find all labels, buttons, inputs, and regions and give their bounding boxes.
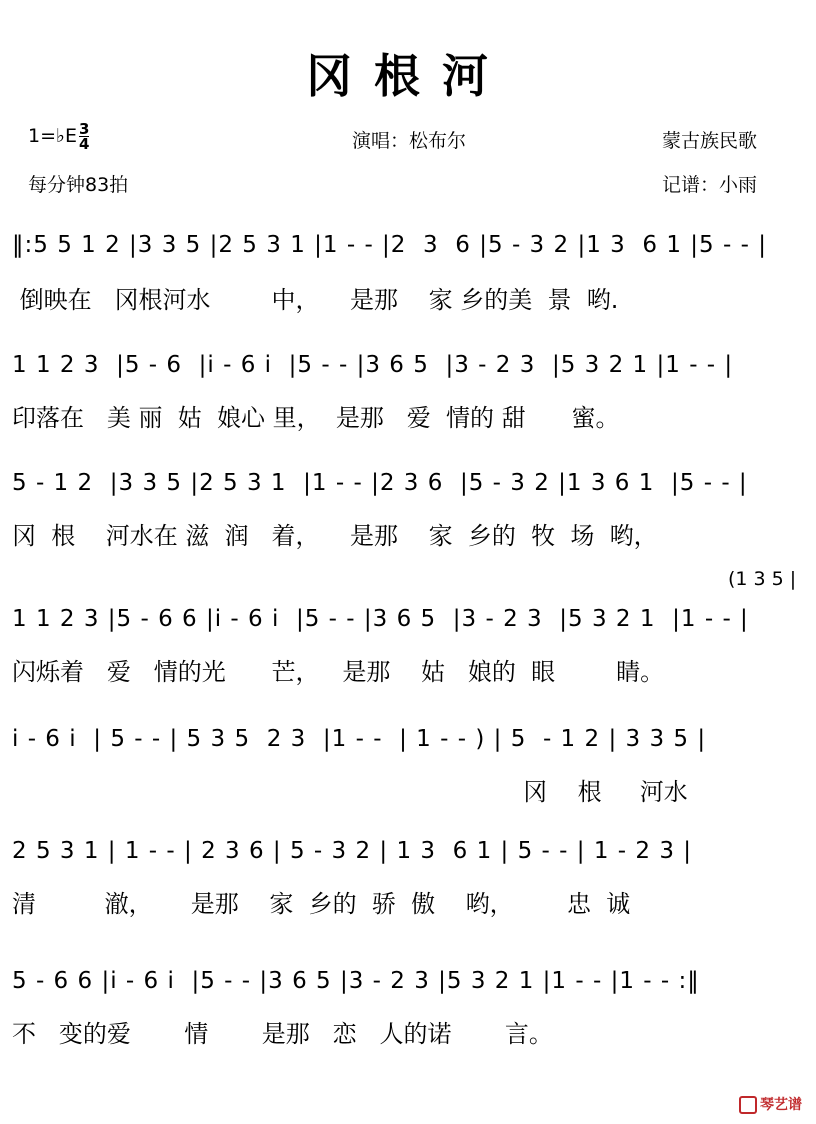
watermark-text: 琴艺谱	[760, 1097, 802, 1113]
tempo: 每分钟83拍	[28, 174, 129, 196]
key-note: ♭E	[56, 125, 77, 147]
key-prefix: 1=	[28, 125, 57, 147]
time-sig-top: 3	[78, 120, 90, 138]
notation-line-4: 1 1 2 3 |5 - 6 6 |i - 6 i |5 - - |3 6 5 |3 - 2 3 |5 3 2 1 |1 - - |	[12, 606, 749, 632]
lyric-line-5: 冈 根 河水	[12, 778, 688, 806]
transcriber: 记谱：小雨	[662, 174, 758, 196]
key-signature	[28, 122, 89, 151]
genre: 蒙古族民歌	[662, 130, 758, 152]
notation-line-5: i - 6 i | 5 - - | 5 3 5 2 3 |1 - - | 1 - - ) | 5 - 1 2 | 3 3 5 |	[12, 726, 707, 752]
lyric-line-6: 清 澈， 是那 家 乡的 骄 傲 哟， 忠 诚	[12, 890, 631, 918]
lyric-line-2: 印落在 美 丽 姑 娘心 里， 是那 爱 情的 甜 蜜。	[12, 404, 620, 432]
lyric-line-1: 倒映在 冈根河水 中， 是那 家 乡的美 景 哟.	[12, 286, 619, 314]
notation-line-6: 2 5 3 1 | 1 - - | 2 3 6 | 5 - 3 2 | 1 3 6 1 | 5 - - | 1 - 2 3 |	[12, 838, 693, 864]
time-sig-bottom: 4	[78, 135, 90, 153]
interlude-note: (1 3 5 |	[728, 568, 797, 590]
lyric-line-4: 闪烁着 爱 情的光 芒， 是那 姑 娘的 眼 睛。	[12, 658, 665, 686]
song-title: 冈根河	[306, 49, 510, 103]
notation-line-1: ‖:5 5 1 2 |3 3 5 |2 5 3 1 |1 - - |2 3 6 |5 - 3 2 |1 3 6 1 |5 - - |	[12, 232, 767, 258]
notation-line-2: 1 1 2 3 |5 - 6 |i - 6 i |5 - - |3 6 5 |3 - 2 3 |5 3 2 1 |1 - - |	[12, 352, 734, 378]
time-signature	[79, 122, 89, 151]
watermark-logo	[739, 1094, 802, 1114]
notation-line-3: 5 - 1 2 |3 3 5 |2 5 3 1 |1 - - |2 3 6 |5 - 3 2 |1 3 6 1 |5 - - |	[12, 470, 748, 496]
lyric-line-7: 不 变的爱 情 是那 恋 人的诺 言。	[12, 1020, 553, 1048]
singer: 演唱：松布尔	[352, 130, 467, 152]
lyric-line-3: 冈 根 河水在 滋 润 着， 是那 家 乡的 牧 场 哟，	[12, 522, 658, 550]
notation-line-7: 5 - 6 6 |i - 6 i |5 - - |3 6 5 |3 - 2 3 |5 3 2 1 |1 - - |1 - - :‖	[12, 968, 700, 994]
logo-icon	[739, 1096, 757, 1114]
